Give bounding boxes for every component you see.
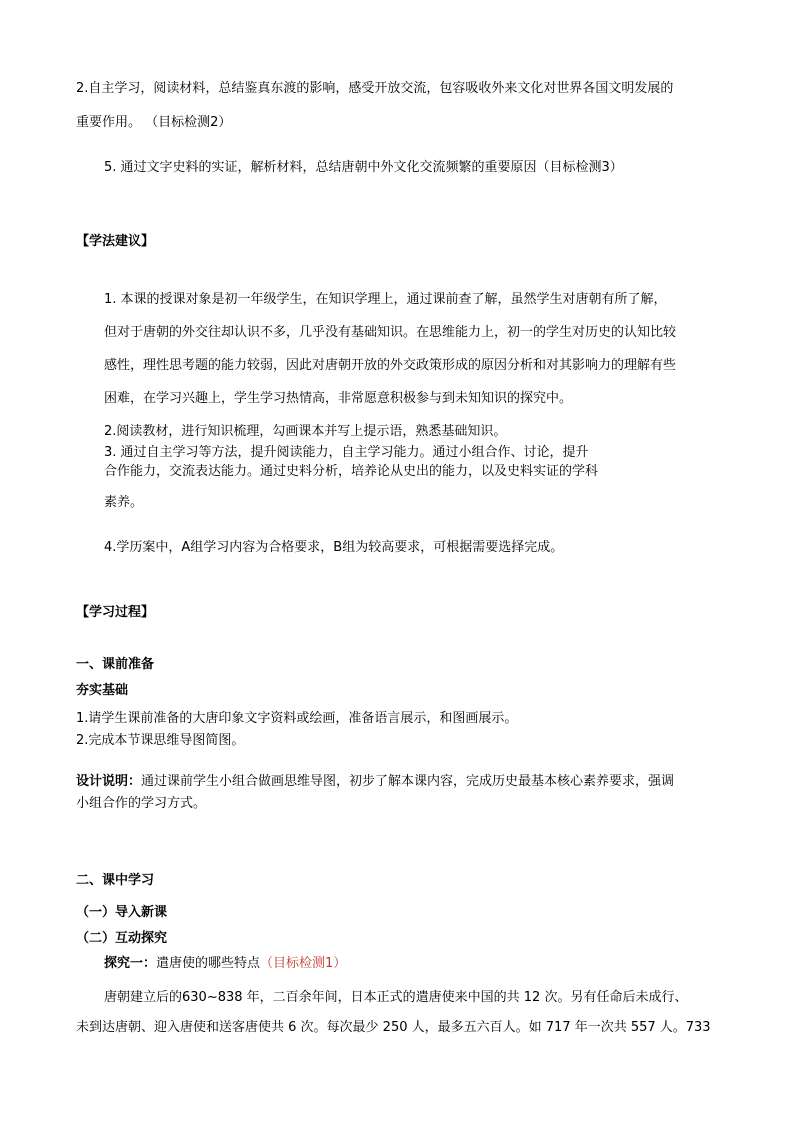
advice-item-1-line-3: 感性，理性思考题的能力较弱，因此对唐朝开放的外交政策形成的原因分析和对其影响力的理解有些 bbox=[104, 358, 677, 373]
advice-item-2: 2.阅读教材，进行知识梳理，勾画课本并写上提示语，熟悉基础知识。 bbox=[104, 424, 507, 439]
advice-item-1-line-4: 困难，在学习兴趣上，学生学习热情高，非常愿意积极参与到未知知识的探究中。 bbox=[104, 391, 573, 406]
design-note-line-2: 小组合作的学习方式。 bbox=[76, 796, 207, 811]
explore-1-label: 探究一： bbox=[104, 956, 157, 971]
paragraph-line-1: 唐朝建立后的630~838 年，二百余年间，日本正式的遣唐使来中国的共 12 次。另有任命后未成行、 bbox=[104, 990, 688, 1005]
pre-class-subheading: 夯实基础 bbox=[76, 683, 129, 698]
in-class-sub-2: （二）互动探究 bbox=[76, 931, 168, 946]
in-class-sub-1: （一）导入新课 bbox=[76, 905, 168, 920]
study-advice-heading: 【学法建议】 bbox=[76, 234, 155, 249]
pre-class-item-2: 2.完成本节课思维导图简图。 bbox=[76, 733, 245, 748]
explore-1-tag: （目标检测1） bbox=[260, 956, 347, 971]
explore-1-line bbox=[104, 955, 346, 973]
advice-item-1-line-1: 1. 本课的授课对象是初一年级学生，在知识学理上，通过课前查了解，虽然学生对唐朝有所了解， bbox=[104, 292, 667, 307]
design-note-line-1 bbox=[76, 773, 674, 791]
goal-2-line-1: 2.自主学习，阅读材料，总结鉴真东渡的影响，感受开放交流，包容吸收外来文化对世界各国文明发展的 bbox=[76, 81, 674, 96]
advice-item-3-line-1: 3. 通过自主学习等方法，提升阅读能力，自主学习能力。通过小组合作、讨论，提升 bbox=[104, 445, 589, 460]
advice-item-4: 4.学历案中，A组学习内容为合格要求，B组为较高要求，可根据需要选择完成。 bbox=[104, 540, 564, 555]
process-heading: 【学习过程】 bbox=[76, 605, 155, 620]
design-note-label: 设计说明： bbox=[76, 774, 142, 789]
pre-class-item-1: 1.请学生课前准备的大唐印象文字资料或绘画，准备语言展示，和图画展示。 bbox=[76, 711, 518, 726]
advice-item-3-line-2: 合作能力，交流表达能力。通过史料分析，培养论从史出的能力，以及史料实证的学科 bbox=[104, 464, 599, 479]
explore-1-text: 遣唐使的哪些特点 bbox=[156, 956, 261, 971]
goal-5: 5. 通过文字史料的实证，解析材料，总结唐朝中外文化交流频繁的重要原因（目标检测3） bbox=[104, 160, 623, 175]
pre-class-heading: 一、课前准备 bbox=[76, 657, 155, 672]
design-note-text: 通过课前学生小组合做画思维导图，初步了解本课内容，完成历史最基本核心素养要求，强调 bbox=[141, 774, 675, 789]
advice-item-3-line-3: 素养。 bbox=[104, 495, 144, 510]
advice-item-1-line-2: 但对于唐朝的外交往却认识不多，几乎没有基础知识。在思维能力上，初一的学生对历史的认知比较 bbox=[104, 325, 677, 340]
in-class-heading: 二、课中学习 bbox=[76, 873, 155, 888]
paragraph-line-2: 未到达唐朝、迎入唐使和送客唐使共 6 次。每次最少 250 人，最多五六百人。如 717 年一次共 557 人。733 bbox=[76, 1020, 711, 1035]
goal-2-line-2: 重要作用。 （目标检测2） bbox=[76, 115, 232, 130]
